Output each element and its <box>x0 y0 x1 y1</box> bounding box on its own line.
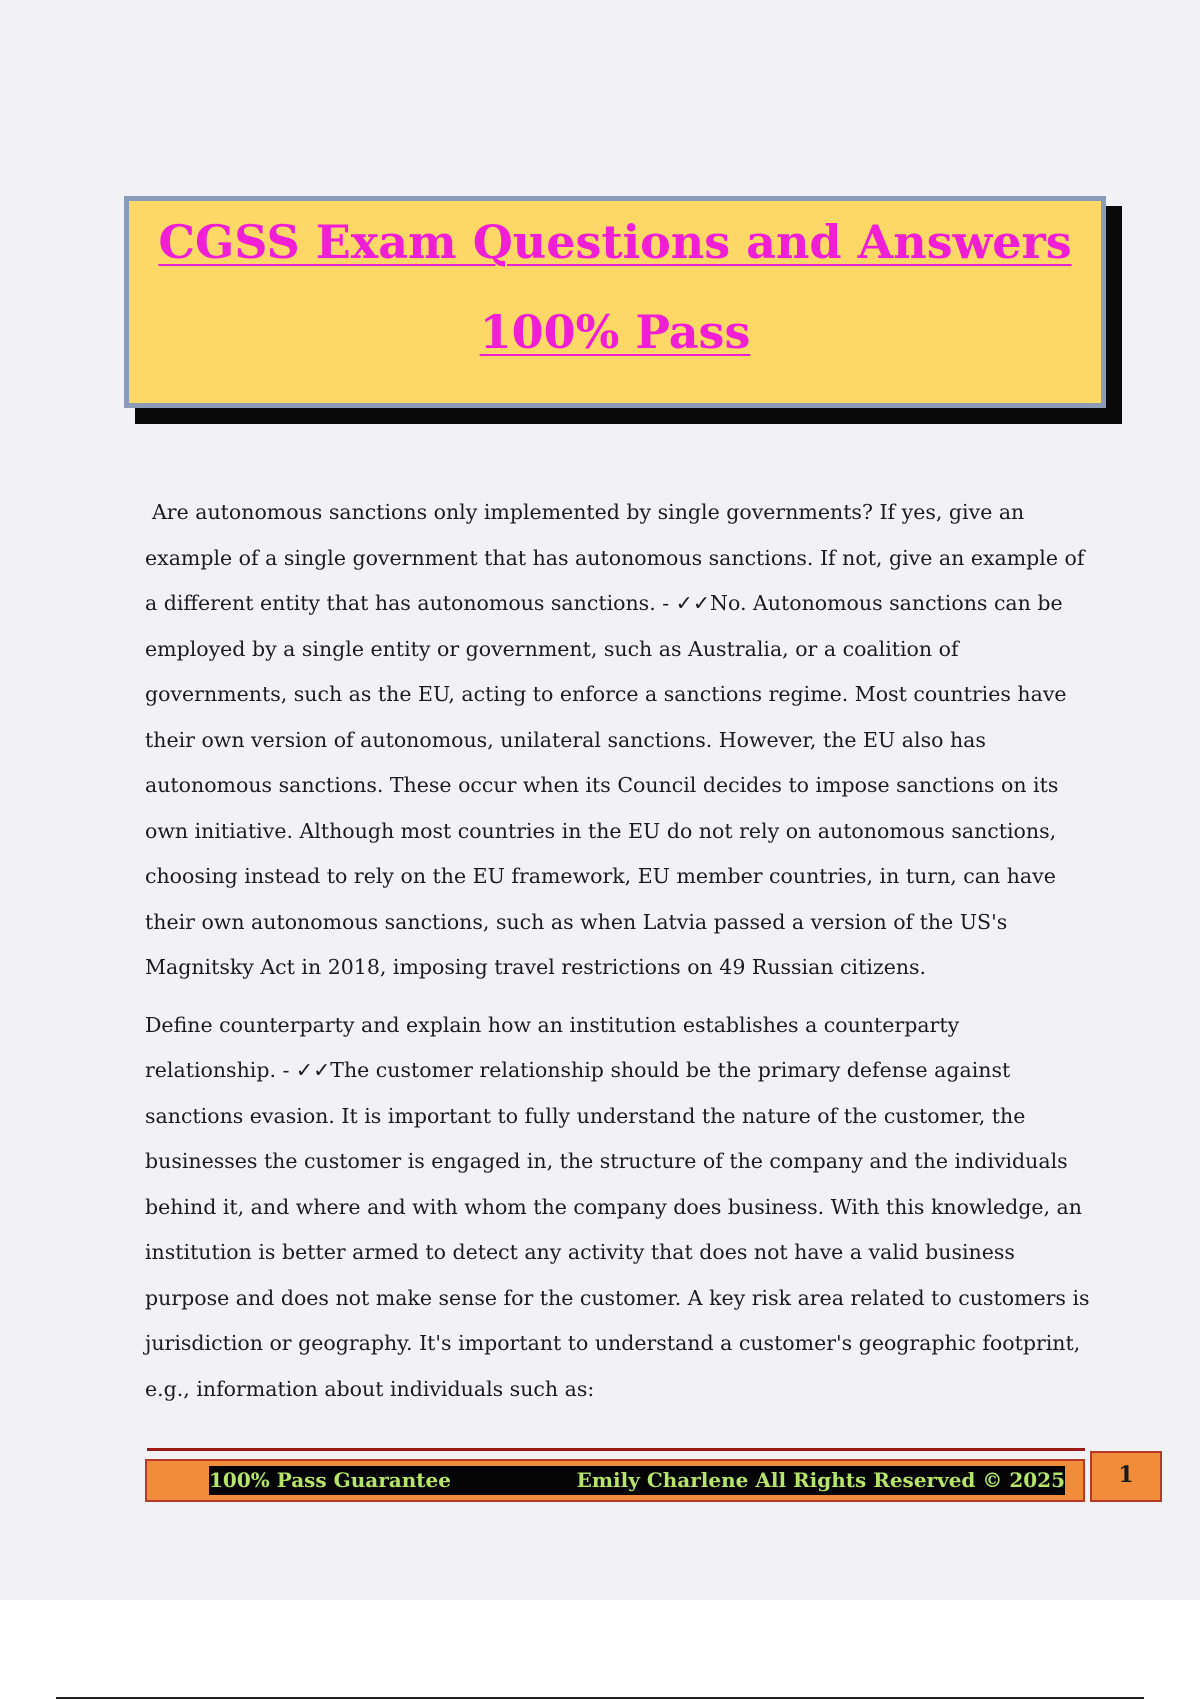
footer-bar <box>145 1459 1085 1502</box>
footer-copyright-text: Emily Charlene All Rights Reserved © 2025 <box>576 1468 1065 1492</box>
page-number: 1 <box>1090 1451 1162 1502</box>
qa-item-autonomous-sanctions: Are autonomous sanctions only implemented by single governments? If yes, give an example of a single government that has autonomous sanctions. If not, give an example of a different entity that has autonomous sanctions. - ✓✓No. Autonomous sanctions can be employed by a single entity or government, such as Australia, or a coalition of governments, such as the EU, acting to enforce a sanctions regime. Most countries have their own version of autonomous, unilateral sanctions. However, the EU also has autonomous sanctions. These occur when its Council decides to impose sanctions on its own initiative. Although most countries in the EU do not rely on autonomous sanctions, choosing instead to rely on the EU framework, EU member countries, in turn, can have their own autonomous sanctions, such as when Latvia passed a version of the US's Magnitsky Act in 2018, imposing travel restrictions on 49 Russian citizens. <box>145 500 1085 979</box>
document-body <box>145 490 1090 1412</box>
footer-guarantee-text: 100% Pass Guarantee <box>209 1468 451 1492</box>
title-box <box>124 196 1106 408</box>
document-title: CGSS Exam Questions and Answers <box>158 215 1072 269</box>
footer-text-band <box>209 1466 1065 1495</box>
footer-divider <box>147 1448 1085 1451</box>
document-subtitle: 100% Pass <box>479 305 751 359</box>
qa-item-counterparty: Define counterparty and explain how an institution establishes a counterparty relationship. - ✓✓The customer relationship should be the primary defense against sanctions evasion. It is important to fully understand the nature of the customer, the businesses the customer is engaged in, the structure of the company and the individuals behind it, and where and with whom the company does business. With this knowledge, an institution is better armed to detect any activity that does not have a valid business purpose and does not make sense for the customer. A key risk area related to customers is jurisdiction or geography. It's important to understand a customer's geographic footprint, e.g., information about individuals such as: <box>145 1012 1090 1401</box>
page-bottom-divider <box>56 1697 1144 1699</box>
